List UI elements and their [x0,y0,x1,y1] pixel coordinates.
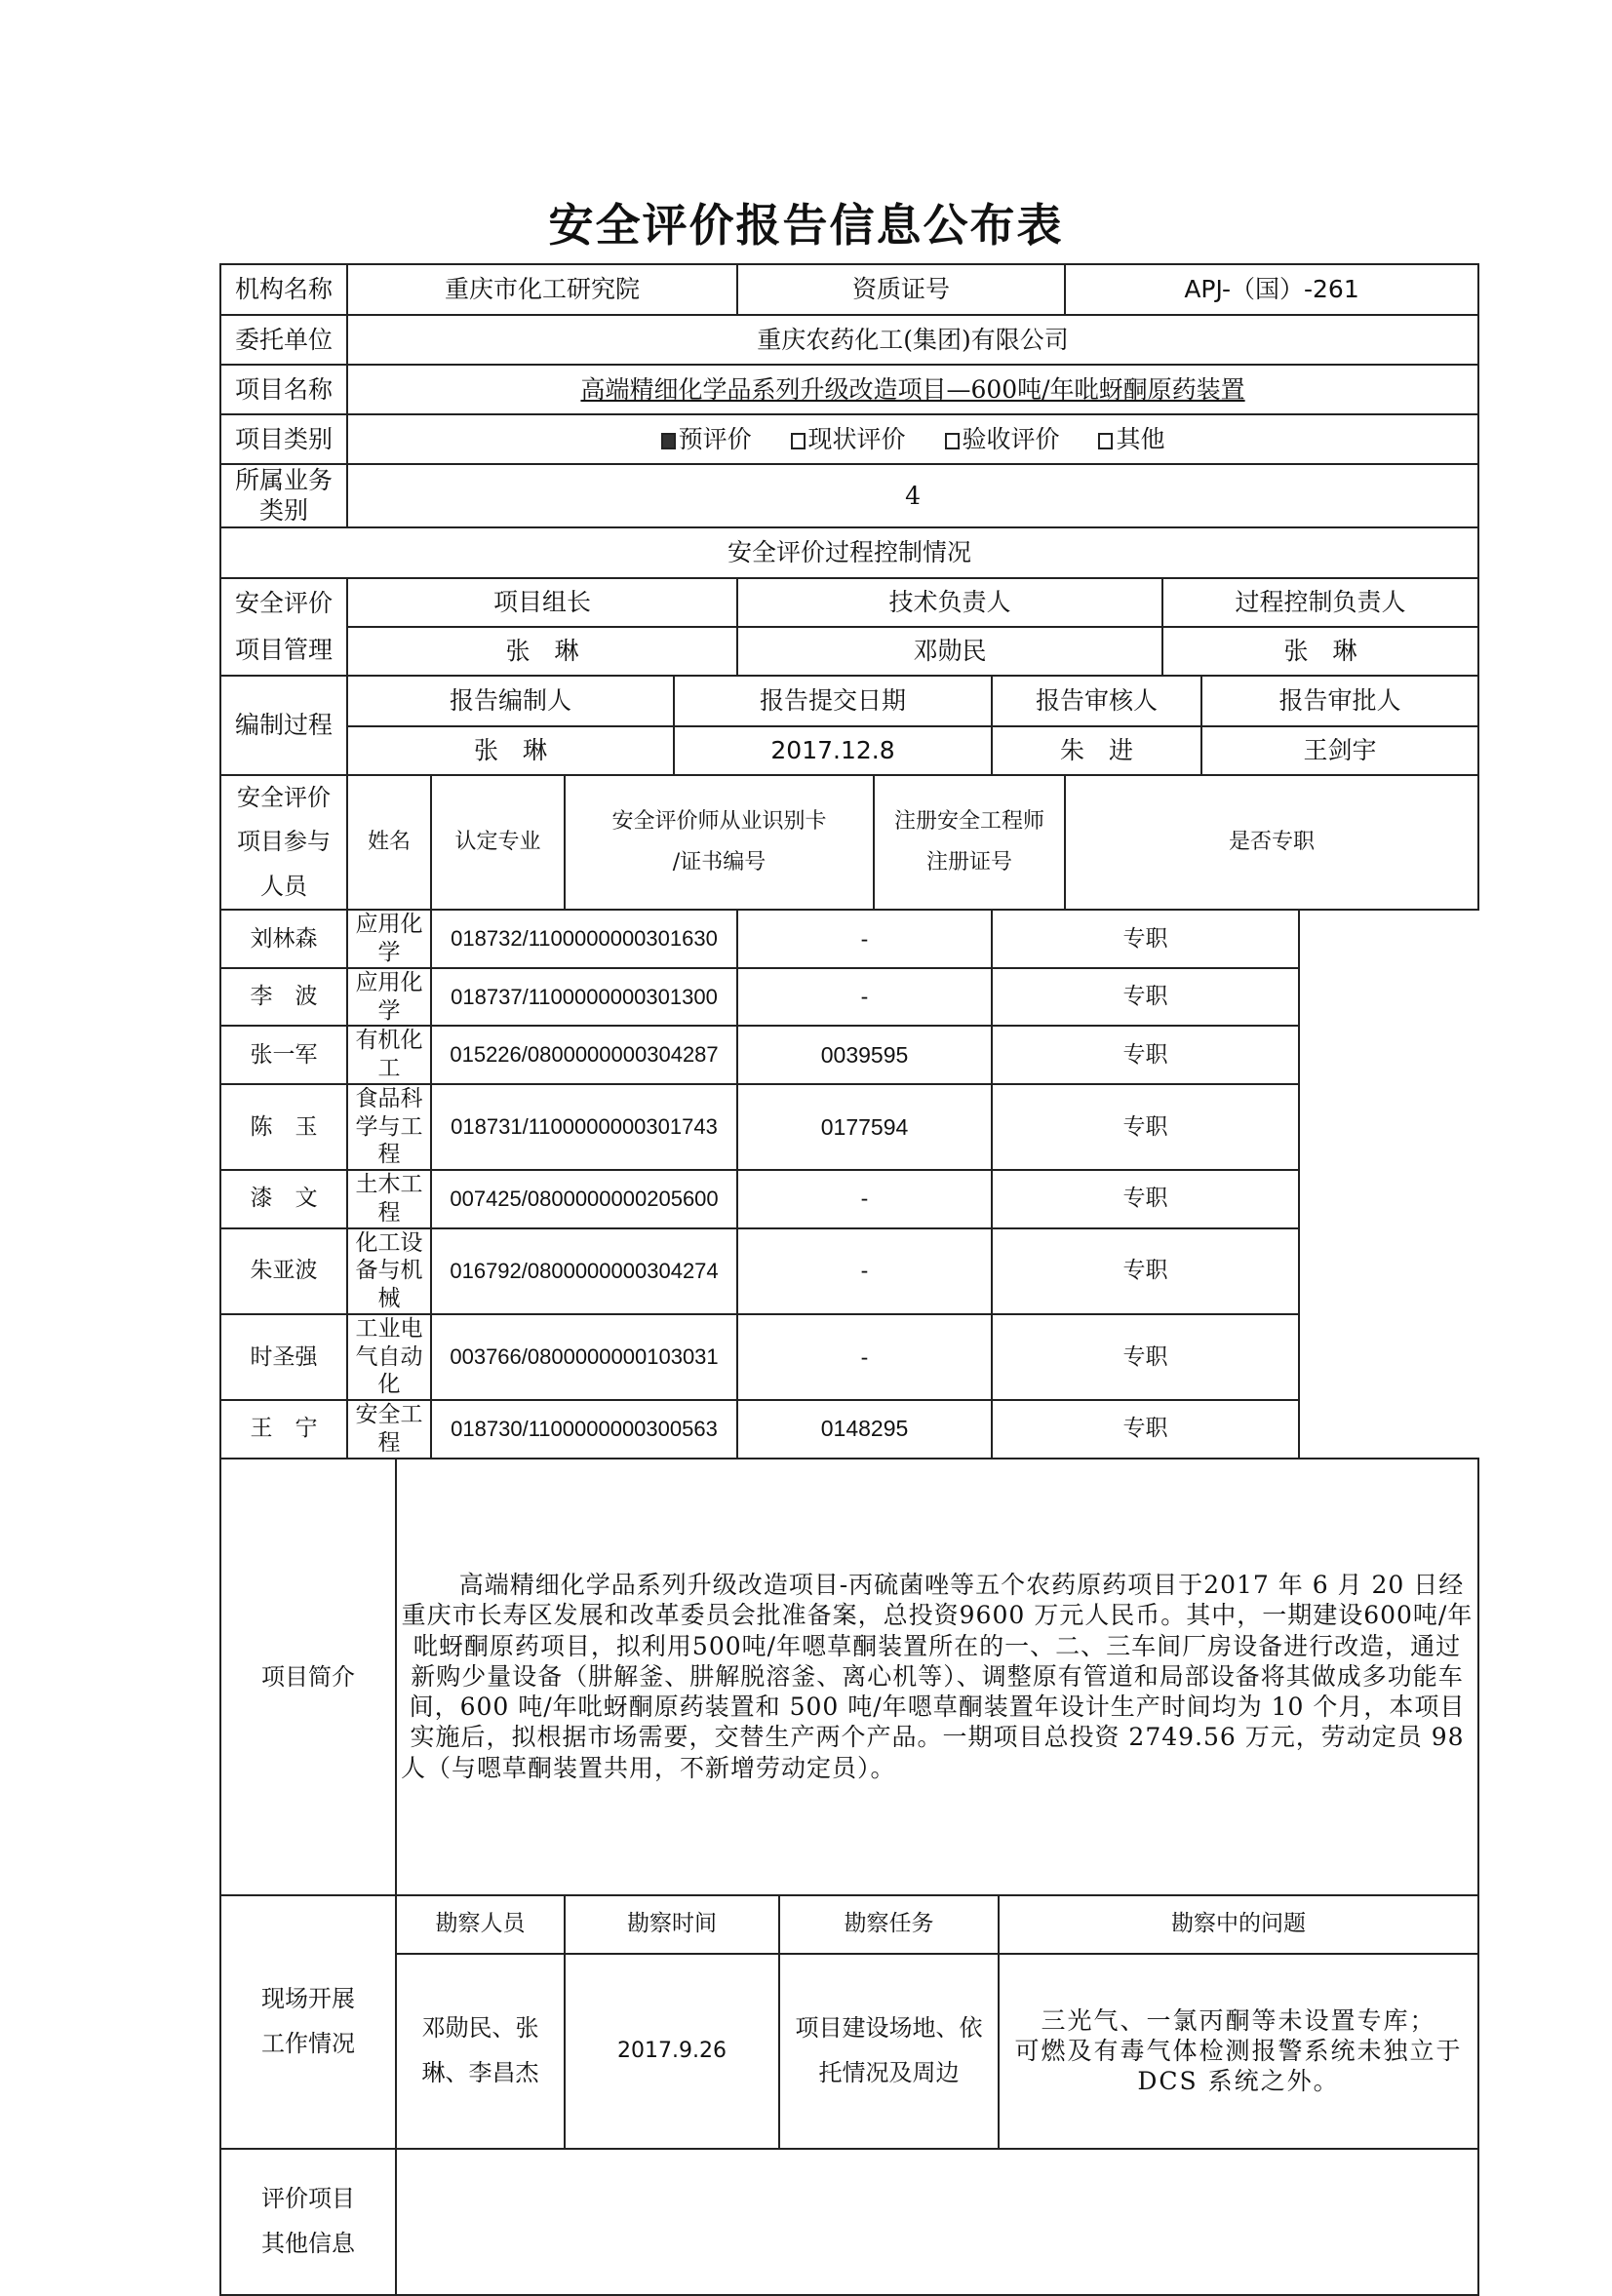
process-section-row [220,527,1478,578]
site-date: 2017.9.26 [565,1954,779,2149]
management-process: 张 琳 [1162,627,1478,676]
compilation-header-row [220,676,1478,726]
col-header-card: 安全评价师从业识别卡 /证书编号 [565,775,874,911]
participant-row [220,1170,1478,1228]
process-section-heading: 安全评价过程控制情况 [220,527,1478,578]
compilation-author: 张 琳 [347,726,674,775]
business-type-label: 所属业务类别 [220,464,347,527]
management-tech: 邓勋民 [737,627,1162,676]
col-header-major: 认定专业 [431,775,565,911]
compilation-approver: 王剑宇 [1201,726,1478,775]
col-header-name: 姓名 [347,775,431,911]
participant-major: 土木工程 [347,1170,431,1228]
site-issues: 三光气、一氯丙酮等未设置专库； 可燃及有毒气体检测报警系统未独立于 DCS 系统之外。 [999,1954,1478,2149]
participant-major: 应用化学 [347,968,431,1027]
participant-fulltime: 专职 [992,1228,1299,1314]
management-header-tech: 技术负责人 [737,578,1162,627]
compilation-label: 编制过程 [220,676,347,775]
management-leader: 张 琳 [347,627,737,676]
participants-header-row [220,775,1478,911]
participant-row [220,1314,1478,1400]
project-name-value: 高端精细化学品系列升级改造项目—600吨/年吡蚜酮原药装置 [347,365,1478,414]
site-header-time: 勘察时间 [565,1895,779,1954]
participant-reg-number: - [737,1228,992,1314]
compilation-header-date: 报告提交日期 [674,676,992,726]
participant-fulltime: 专职 [992,968,1299,1027]
site-header-row [220,1895,1478,1954]
page-title: 安全评价报告信息公布表 [548,199,1064,252]
participant-reg-number: - [737,910,992,968]
org-name: 重庆市化工研究院 [347,264,737,315]
compilation-value-row [220,726,1478,775]
participant-row [220,1400,1478,1459]
site-header-people: 勘察人员 [396,1895,565,1954]
business-type-value: 4 [347,464,1478,527]
management-header-process: 过程控制负责人 [1162,578,1478,627]
client-row [220,315,1478,365]
participant-reg-number: 0177594 [737,1084,992,1170]
col-header-fulltime: 是否专职 [1065,775,1478,911]
participant-major: 食品科学与工程 [347,1084,431,1170]
participant-name: 漆 文 [220,1170,347,1228]
participant-reg-number: - [737,1170,992,1228]
participant-name: 李 波 [220,968,347,1027]
project-type-row [220,414,1478,464]
participants-label: 安全评价 项目参与 人员 [220,775,347,911]
participant-reg-number: 0039595 [737,1026,992,1084]
site-value-row [220,1954,1478,2149]
participant-row [220,968,1478,1027]
participant-major: 安全工程 [347,1400,431,1459]
management-header-row [220,578,1478,627]
summary-text: 高端精细化学品系列升级改造项目-丙硫菌唑等五个农药原药项目于2017 年 6 月 20 日经重庆市长寿区发展和改革委员会批准备案，总投资9600 万元人民币。其中，一期建设600吨/年吡蚜酮原药项目，拟利用500吨/年嗯草酮装置所在的一、二、三车间厂房设备进行改造，通过新购少量设备（肼解釜、肼解脱溶釜、离心机等）、调整原有管道和局部设备将其做成多功能车间，600 吨/年吡蚜酮原药装置和 500 吨/年嗯草酮装置年设计生产时间均为 10 个月，本项目实施后，拟根据市场需要，交替生产两个产品。一期项目总投资 2749.56 万元，劳动定员 98 人（与嗯草酮装置共用，不新增劳动定员）。 [396,1459,1478,1895]
participant-fulltime: 专职 [992,910,1299,968]
participant-major: 化工设备与机械 [347,1228,431,1314]
type-option-other[interactable]: 其他 [1098,424,1164,454]
participant-card-number: 018731/1100000000301743 [431,1084,737,1170]
lower-table [219,1458,1479,2296]
checkbox-icon [945,433,960,449]
participant-fulltime: 专职 [992,1314,1299,1400]
participant-major: 工业电气自动化 [347,1314,431,1400]
participant-reg-number: - [737,1314,992,1400]
participant-reg-number: - [737,968,992,1027]
participant-name: 朱亚波 [220,1228,347,1314]
participant-card-number: 015226/0800000000304287 [431,1026,737,1084]
type-option-status-eval[interactable]: 现状评价 [791,424,906,454]
participant-major: 有机化工 [347,1026,431,1084]
site-task: 项目建设场地、依 托情况及周边 [779,1954,999,2149]
compilation-header-approver: 报告审批人 [1201,676,1478,726]
info-table [219,263,1479,1459]
participant-card-number: 018737/1100000000301300 [431,968,737,1027]
other-info-row [220,2149,1478,2295]
project-name-label: 项目名称 [220,365,347,414]
compilation-date: 2017.12.8 [674,726,992,775]
participant-row [220,1026,1478,1084]
org-name-label: 机构名称 [220,264,347,315]
col-header-reg: 注册安全工程师 注册证号 [874,775,1065,911]
participant-reg-number: 0148295 [737,1400,992,1459]
compilation-header-author: 报告编制人 [347,676,674,726]
participant-name: 张一军 [220,1026,347,1084]
other-info-value [396,2149,1478,2295]
summary-row [220,1459,1478,1895]
checkbox-checked-icon [661,433,676,449]
participant-name: 刘林森 [220,910,347,968]
participant-rows [220,910,1478,1458]
participant-card-number: 003766/0800000000103031 [431,1314,737,1400]
checkbox-icon [791,433,806,449]
business-type-row [220,464,1478,527]
participant-fulltime: 专职 [992,1400,1299,1459]
participant-name: 时圣强 [220,1314,347,1400]
type-option-acceptance-eval[interactable]: 验收评价 [945,424,1060,454]
participant-fulltime: 专职 [992,1170,1299,1228]
compilation-header-reviewer: 报告审核人 [992,676,1201,726]
site-header-issues: 勘察中的问题 [999,1895,1478,1954]
participant-card-number: 016792/0800000000304274 [431,1228,737,1314]
participant-name: 王 宁 [220,1400,347,1459]
other-info-label: 评价项目 其他信息 [220,2149,396,2295]
participant-row [220,910,1478,968]
cert-label: 资质证号 [737,264,1065,315]
participant-card-number: 007425/0800000000205600 [431,1170,737,1228]
participant-name: 陈 玉 [220,1084,347,1170]
site-header-task: 勘察任务 [779,1895,999,1954]
participant-card-number: 018730/1100000000300563 [431,1400,737,1459]
checkbox-icon [1098,433,1113,449]
project-type-label: 项目类别 [220,414,347,464]
management-header-leader: 项目组长 [347,578,737,627]
org-row [220,264,1478,315]
participant-card-number: 018732/1100000000301630 [431,910,737,968]
participant-fulltime: 专职 [992,1084,1299,1170]
client-value: 重庆农药化工(集团)有限公司 [347,315,1478,365]
cert-number: APJ-（国）-261 [1065,264,1478,315]
management-label: 安全评价 项目管理 [220,578,347,676]
type-option-pre-eval[interactable]: 预评价 [661,424,752,454]
participant-row [220,1228,1478,1314]
participant-row [220,1084,1478,1170]
compilation-reviewer: 朱 进 [992,726,1201,775]
site-people: 邓勋民、张 琳、李昌杰 [396,1954,565,2149]
project-name-row [220,365,1478,414]
participant-fulltime: 专职 [992,1026,1299,1084]
summary-label: 项目简介 [220,1459,396,1895]
management-value-row [220,627,1478,676]
project-type-options [347,414,1478,464]
site-work-label: 现场开展 工作情况 [220,1895,396,2149]
participant-major: 应用化学 [347,910,431,968]
client-label: 委托单位 [220,315,347,365]
